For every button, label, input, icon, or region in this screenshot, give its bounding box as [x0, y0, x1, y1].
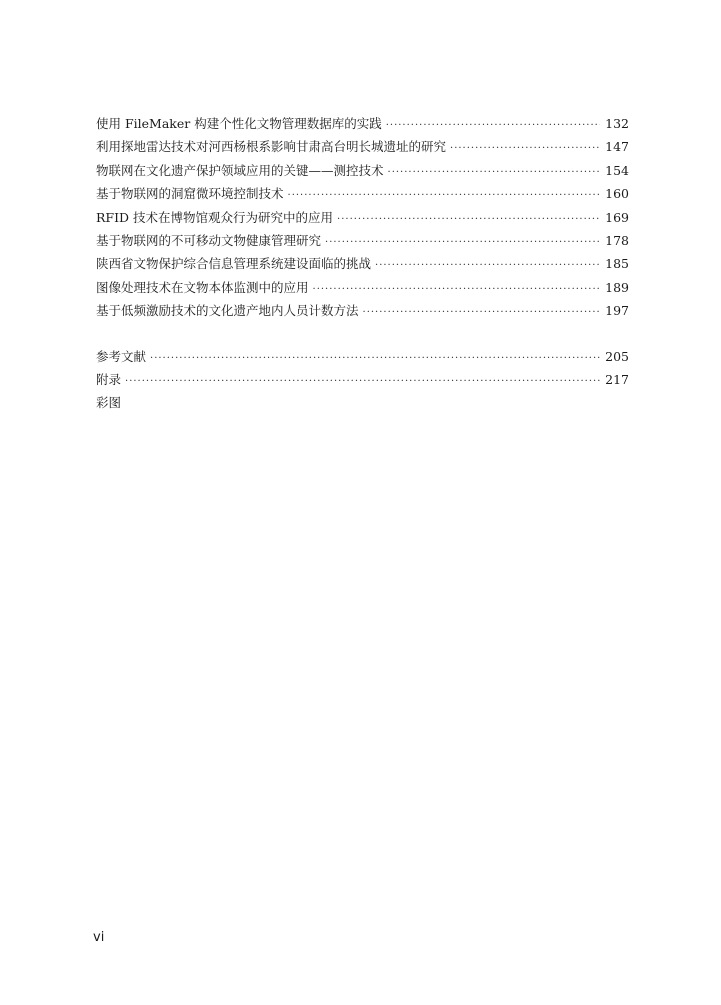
toc-section-gap — [96, 323, 629, 345]
toc-dot-leader — [375, 254, 600, 277]
toc-entry[interactable] — [96, 159, 629, 182]
toc-dot-leader — [313, 278, 601, 301]
toc-entry-page: 197 — [605, 303, 629, 319]
toc-dot-leader — [288, 184, 601, 207]
toc-entry-title: 基于低频激励技术的文化遗产地内人员计数方法 — [96, 303, 359, 319]
toc-entry-appendix[interactable] — [96, 368, 629, 391]
toc-dot-leader — [125, 370, 600, 393]
toc-entry-title: 彩图 — [96, 395, 122, 411]
toc-entry-title: 使用 FileMaker 构建个性化文物管理数据库的实践 — [96, 116, 382, 131]
toc-entry[interactable] — [96, 112, 629, 135]
toc-entry-page: 185 — [605, 256, 629, 272]
toc-entry-page: 154 — [605, 162, 629, 178]
toc-entry-title: 基于物联网的不可移动文物健康管理研究 — [96, 232, 322, 248]
toc-entry[interactable] — [96, 276, 629, 299]
toc-entry-page: 205 — [605, 348, 629, 364]
toc-dot-leader — [450, 137, 600, 160]
toc-entry[interactable] — [96, 252, 629, 275]
toc-entry-title: 附录 — [96, 371, 122, 387]
toc-entry-title: 图像处理技术在文物本体监测中的应用 — [96, 279, 309, 295]
toc-dot-leader — [388, 161, 601, 184]
toc-entry-page: 189 — [605, 279, 629, 295]
toc-dot-leader — [363, 301, 601, 324]
toc-entry[interactable] — [96, 182, 629, 205]
toc-entry-page: 147 — [605, 139, 629, 155]
toc-entry-title: 基于物联网的洞窟微环境控制技术 — [96, 186, 284, 202]
toc-entry-page: 160 — [605, 186, 629, 202]
toc-entry-page: 178 — [605, 232, 629, 248]
toc-dot-leader — [337, 208, 600, 231]
toc-entry[interactable] — [96, 135, 629, 158]
toc-entry-page: 169 — [605, 209, 629, 225]
toc-entry-title: 利用探地雷达技术对河西杨根系影响甘肃高台明长城遗址的研究 — [96, 139, 447, 155]
toc-entry-title: RFID 技术在博物馆观众行为研究中的应用 — [96, 209, 334, 225]
toc-entry[interactable] — [96, 206, 629, 229]
toc-entry-title: 物联网在文化遗产保护领域应用的关键——测控技术 — [96, 162, 384, 178]
toc-entry-color-plates[interactable] — [96, 391, 629, 414]
toc-entry[interactable] — [96, 299, 629, 322]
toc-entry-references[interactable] — [96, 345, 629, 368]
table-of-contents — [96, 112, 629, 415]
page-number: vi — [93, 930, 105, 945]
toc-dot-leader — [325, 231, 600, 254]
toc-dot-leader — [150, 347, 600, 370]
toc-entry-title: 陕西省文物保护综合信息管理系统建设面临的挑战 — [96, 256, 372, 272]
toc-entry-title: 参考文献 — [96, 348, 147, 364]
toc-entry-page: 132 — [605, 116, 629, 131]
toc-dot-leader — [386, 114, 600, 137]
toc-entry-page: 217 — [605, 371, 629, 387]
toc-entry[interactable] — [96, 229, 629, 252]
